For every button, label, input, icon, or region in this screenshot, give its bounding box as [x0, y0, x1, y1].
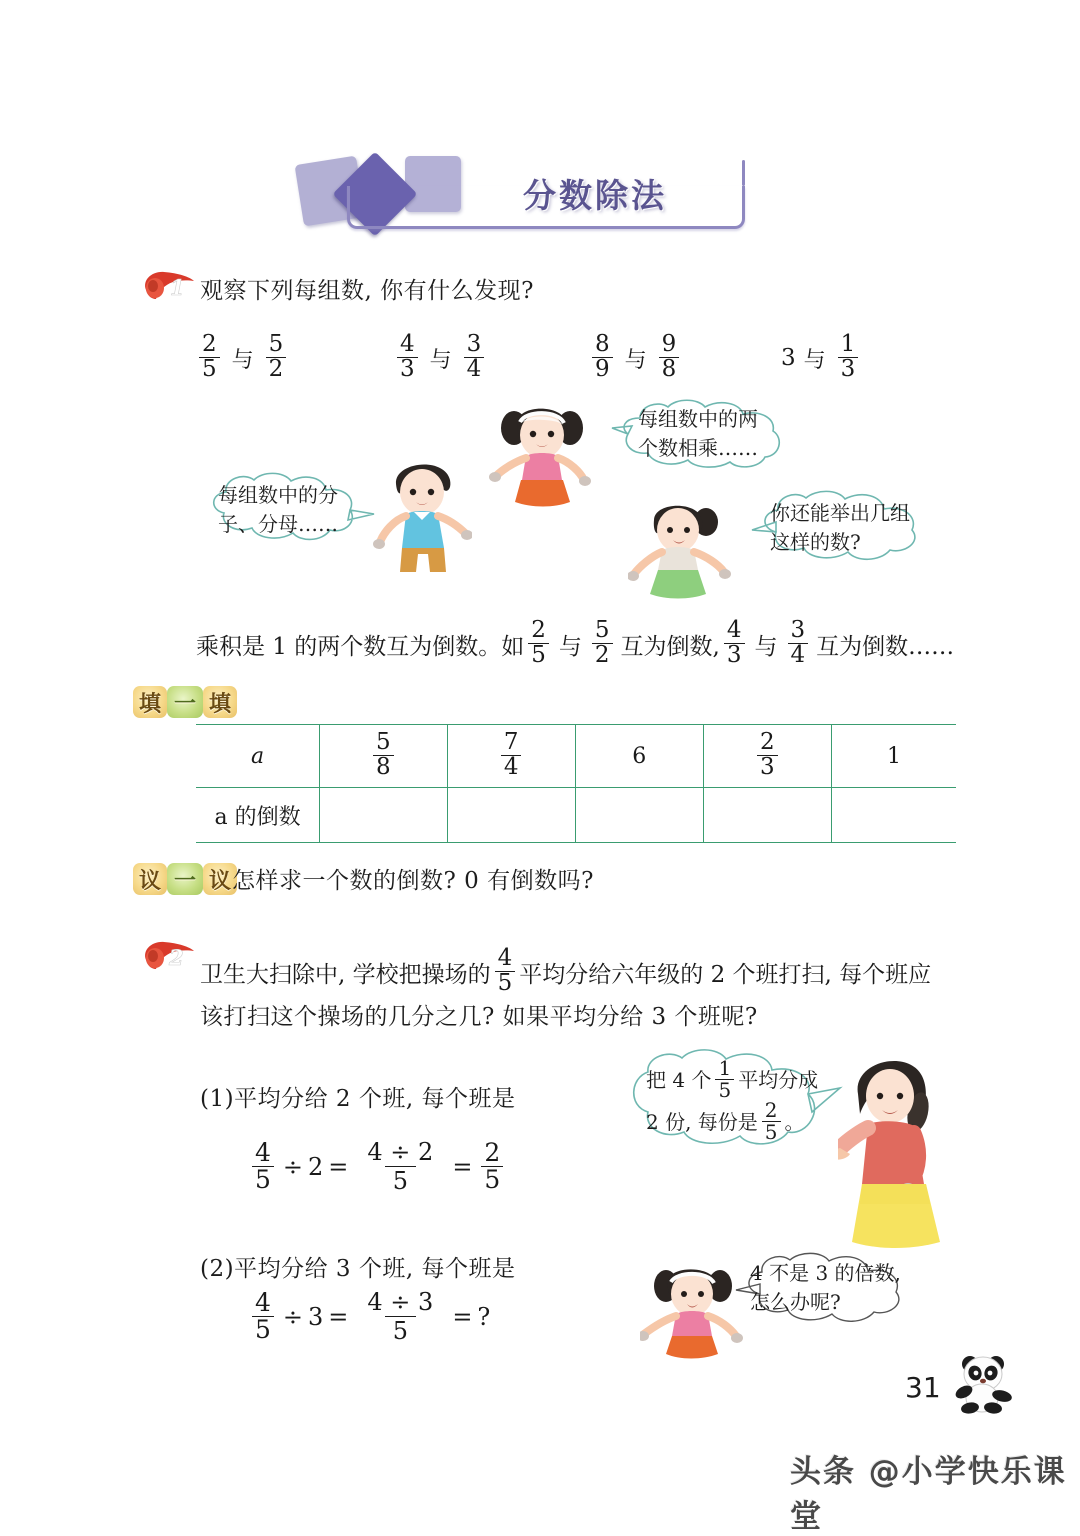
teacher-bubble-line1: [646, 1056, 826, 1102]
table-cell-a-1: [320, 725, 447, 788]
statement-conj1: 与: [558, 633, 582, 660]
teacher-bubble-l2-numerator: 2: [764, 1098, 778, 1122]
table-header-a-text: a: [251, 743, 265, 769]
section1-prompt: 观察下列每组数, 你有什么发现?: [200, 278, 534, 304]
girl3-bubble-text: [750, 1262, 906, 1314]
section2-problem-line1: [200, 945, 932, 996]
table-row-a: [196, 725, 956, 788]
fraction-pair-1: [195, 331, 290, 382]
eq1-d-numerator: 2: [484, 1137, 501, 1167]
question-badge-1: [140, 268, 196, 308]
teacher-bubble-l2-a: 2 份, 每份是: [646, 1109, 758, 1134]
fill-in-label-char-2: 一: [167, 686, 203, 718]
girl1-bubble-line2: 个数相乘……: [638, 436, 758, 460]
statement-f2-numerator: 5: [594, 617, 610, 643]
section2-line1-part-a: 卫生大扫除中, 学校把操场的: [200, 961, 491, 988]
teacher-bubble-l1-numerator: 1: [718, 1056, 732, 1080]
statement-part2: 互为倒数,: [620, 633, 720, 660]
discuss-label-char-3: 议: [203, 863, 237, 895]
pair1-conjunction: 与: [231, 347, 254, 373]
eq1-a-denominator: 5: [252, 1166, 274, 1192]
teacher-bubble-text: [646, 1056, 826, 1144]
pair2-right-numerator: 3: [466, 331, 482, 357]
pair2-conjunction: 与: [429, 347, 452, 373]
teacher-bubble-l2-b: 。: [784, 1109, 805, 1134]
pair3-left-numerator: 8: [595, 331, 610, 357]
statement-part3: 互为倒数……: [816, 633, 955, 660]
discuss-label-char-2: 一: [167, 863, 203, 895]
eq1-operator-divide: ÷: [282, 1152, 304, 1181]
table-cell-reciprocal-5[interactable]: [831, 788, 956, 843]
girl1-bubble-text: [638, 408, 778, 460]
table-cell-a-2: [447, 725, 575, 788]
table-cell-reciprocal-3[interactable]: [575, 788, 703, 843]
eq2-equals-2: =: [452, 1302, 473, 1331]
eq1-divisor: 2: [308, 1152, 324, 1181]
statement-f1-denominator: 5: [528, 643, 549, 667]
cell-a-1-numerator: 5: [376, 729, 391, 755]
section2-item1-label: (1)平均分给 2 个班, 每个班是: [200, 1086, 516, 1112]
table-cell-a-3: 6: [575, 725, 703, 788]
girl3-bubble-line1: 4 不是 3 的倍数,: [750, 1261, 901, 1285]
teacher-bubble-l2-denominator: 5: [762, 1121, 781, 1142]
pair1-left-numerator: 2: [202, 331, 217, 357]
teacher-speech-bubble: [612, 1046, 852, 1156]
boy-speech-bubble: [198, 470, 378, 548]
section2-item2-label: (2)平均分给 3 个班, 每个班是: [200, 1256, 516, 1282]
eq2-a-denominator: 5: [252, 1316, 274, 1342]
pair4-conjunction: 与: [803, 347, 826, 373]
boy-bubble-text: [218, 484, 358, 536]
badge-number-1: 1: [170, 275, 185, 300]
cell-a-2-numerator: 7: [503, 729, 519, 755]
watermark-text: 头条 @小学快乐课堂: [790, 1454, 1067, 1535]
girl3-speech-bubble: [724, 1250, 924, 1326]
teacher-bubble-line2: [646, 1098, 826, 1144]
eq1-equals-1: =: [328, 1152, 349, 1181]
question-badge-2: [140, 938, 196, 978]
statement-f3-numerator: 4: [726, 617, 742, 643]
chapter-title-banner: [293, 150, 745, 232]
statement-f4-denominator: 4: [788, 643, 809, 667]
girl-character-pink: [488, 392, 594, 514]
girl2-bubble-text: [770, 502, 930, 554]
table-row-reciprocal: [196, 788, 956, 843]
teacher-bubble-l1-denominator: 5: [715, 1079, 734, 1100]
eq2-a-numerator: 4: [255, 1287, 271, 1317]
eq1-c-numerator: 4 ÷ 2: [367, 1138, 434, 1166]
eq2-operator-divide: ÷: [282, 1302, 304, 1331]
table-cell-reciprocal-4[interactable]: [703, 788, 831, 843]
eq2-equals-1: =: [328, 1302, 349, 1331]
eq1-a-numerator: 4: [255, 1137, 271, 1167]
badge-number-2: 2: [169, 945, 184, 970]
eq1-d-denominator: 5: [481, 1166, 503, 1192]
girl2-speech-bubble: [738, 488, 948, 566]
page-number: 31: [905, 1371, 941, 1404]
section2-problem-line2: 该打扫这个操场的几分之几? 如果平均分给 3 个班呢?: [200, 1004, 758, 1030]
statement-f3-denominator: 3: [724, 643, 745, 667]
fill-in-label-char-1: 填: [133, 686, 167, 718]
fraction-pair-4: [781, 331, 862, 382]
pair1-right-denominator: 2: [266, 357, 287, 381]
section2-frac-denominator: 5: [495, 971, 516, 995]
boy-character-blue: [372, 448, 472, 584]
section2-item1-equation: [248, 1137, 507, 1195]
discuss-label-char-1: 议: [133, 863, 167, 895]
fill-in-label: [133, 685, 237, 719]
girl1-bubble-line1: 每组数中的两: [638, 407, 758, 431]
pair1-left-denominator: 5: [199, 357, 220, 381]
pair4-left-whole: 3: [781, 345, 796, 371]
cell-a-1-denominator: 8: [373, 755, 394, 779]
panda-icon: [948, 1352, 1018, 1418]
statement-f2-denominator: 2: [592, 643, 613, 667]
pair2-left-numerator: 4: [400, 331, 415, 357]
cell-a-4-numerator: 2: [760, 729, 775, 755]
boy-bubble-line1: 每组数中的分: [218, 483, 338, 507]
section2-frac-numerator: 4: [497, 945, 513, 971]
eq2-divisor: 3: [308, 1302, 324, 1331]
fill-in-label-char-3: 填: [203, 686, 237, 718]
girl3-bubble-line2: 怎么办呢?: [750, 1290, 841, 1314]
eq2-c-numerator: 4 ÷ 3: [367, 1288, 434, 1316]
eq1-equals-2: =: [452, 1152, 473, 1181]
table-cell-a-4: [703, 725, 831, 788]
pair3-right-numerator: 9: [661, 331, 677, 357]
eq2-c-denominator: 5: [385, 1316, 416, 1343]
cell-a-4-denominator: 3: [757, 755, 778, 779]
pair2-right-denominator: 4: [464, 357, 485, 381]
statement-part1: 乘积是 1 的两个数互为倒数。如: [196, 633, 525, 660]
teacher-bubble-l1-b: 平均分成: [738, 1067, 819, 1092]
table-header-reciprocal: [196, 788, 320, 843]
pair4-right-denominator: 3: [838, 357, 859, 381]
eq2-result-unknown: ?: [477, 1302, 491, 1331]
pair3-conjunction: 与: [624, 347, 647, 373]
eq1-c-denominator: 5: [385, 1166, 416, 1193]
table-cell-a-5: 1: [831, 725, 956, 788]
table-header-reciprocal-text: a 的倒数: [214, 804, 301, 830]
fraction-pair-3: [588, 331, 683, 382]
statement-f4-numerator: 3: [790, 617, 806, 643]
reciprocal-definition-statement: [196, 617, 955, 668]
page-title: 分数除法: [523, 176, 667, 215]
discuss-question-text: 怎样求一个数的倒数? 0 有倒数吗?: [232, 868, 594, 894]
table-cell-reciprocal-1[interactable]: [320, 788, 447, 843]
fraction-pair-2: [393, 331, 488, 382]
pair3-right-denominator: 8: [659, 357, 680, 381]
section2-item2-equation: [248, 1287, 491, 1345]
statement-conj2: 与: [754, 633, 778, 660]
girl-character-green: [628, 492, 732, 604]
pair3-left-denominator: 9: [592, 357, 613, 381]
girl1-speech-bubble: [610, 398, 800, 470]
discuss-label: [133, 862, 237, 896]
pair1-right-numerator: 5: [268, 331, 284, 357]
pair2-left-denominator: 3: [397, 357, 418, 381]
teacher-bubble-l1-a: 把 4 个: [646, 1067, 712, 1092]
girl2-bubble-line2: 这样的数?: [770, 530, 861, 554]
table-header-a: [196, 725, 320, 788]
statement-f1-numerator: 2: [531, 617, 546, 643]
cell-a-2-denominator: 4: [501, 755, 522, 779]
teacher-character: [838, 1042, 954, 1256]
table-cell-reciprocal-2[interactable]: [447, 788, 575, 843]
fraction-pairs-row: [195, 330, 895, 392]
girl2-bubble-line1: 你还能举出几组: [770, 501, 910, 525]
section2-line1-part-b: 平均分给六年级的 2 个班打扫, 每个班应: [519, 961, 932, 988]
boy-bubble-line2: 子、分母……: [218, 512, 338, 536]
reciprocal-fill-table: [196, 724, 956, 843]
pair4-right-numerator: 1: [840, 331, 856, 357]
